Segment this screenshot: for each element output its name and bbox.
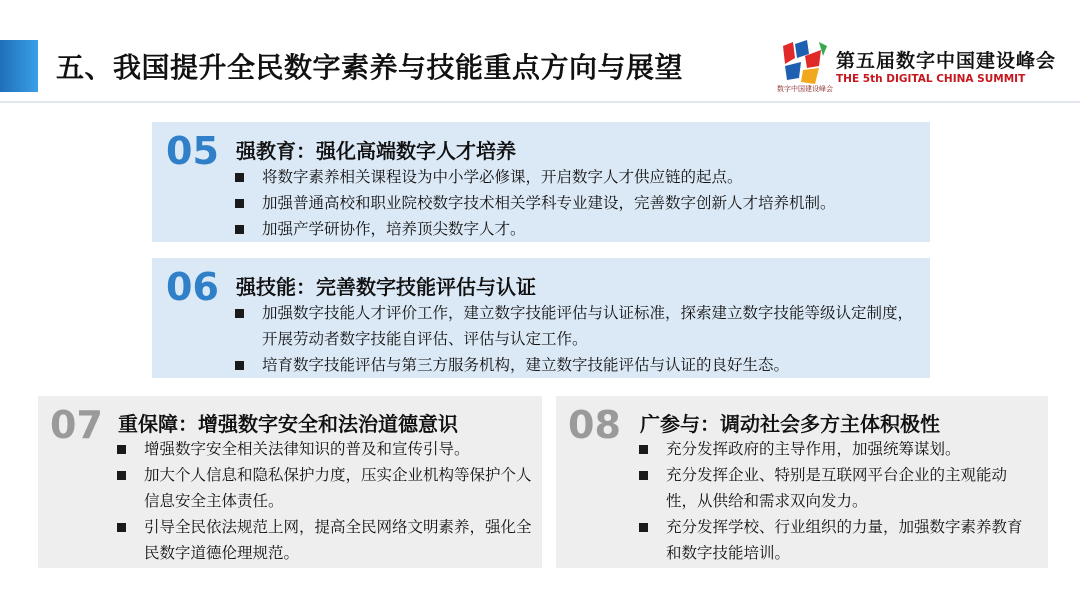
card-title: 强技能：完善数字技能评估与认证 (236, 275, 536, 299)
summit-name-en: THE 5th DIGITAL CHINA SUMMIT (836, 73, 1026, 85)
card-number: 06 (166, 265, 219, 309)
card-05-education (152, 122, 930, 242)
card-title: 重保障：增强数字安全和法治道德意识 (118, 412, 458, 436)
card-number: 08 (568, 403, 621, 447)
bullet-item: 将数字素养相关课程设为中小学必修课，开启数字人才供应链的起点。 (232, 164, 922, 190)
bullet-list (232, 300, 922, 378)
bullet-item: 充分发挥政府的主导作用，加强统筹谋划。 (636, 436, 1036, 462)
bullet-item: 加强数字技能人才评价工作，建立数字技能评估与认证标准，探索建立数字技能等级认定制度，开展劳动者数字技能自评估、评估与认定工作。 (232, 300, 922, 352)
card-06-skills (152, 258, 930, 378)
bullet-item: 引导全民依法规范上网，提高全民网络文明素养，强化全民数字道德伦理规范。 (114, 514, 534, 566)
bullet-item: 加强普通高校和职业院校数字技术相关学科专业建设，完善数字创新人才培养机制。 (232, 190, 922, 216)
header-divider (0, 101, 1080, 103)
bullet-item: 加强产学研协作，培养顶尖数字人才。 (232, 216, 922, 242)
card-title: 强教育：强化高端数字人才培养 (236, 139, 516, 163)
digital-china-logo-icon (775, 38, 831, 90)
bullet-list (114, 436, 534, 566)
bullet-item: 充分发挥学校、行业组织的力量，加强数字素养教育和数字技能培训。 (636, 514, 1036, 566)
bullet-list (636, 436, 1036, 566)
bullet-item: 充分发挥企业、特别是互联网平台企业的主观能动性，从供给和需求双向发力。 (636, 462, 1036, 514)
card-07-safeguard (38, 396, 542, 568)
bullet-list (232, 164, 922, 242)
bullet-item: 加大个人信息和隐私保护力度，压实企业机构等保护个人信息安全主体责任。 (114, 462, 534, 514)
card-title: 广参与：调动社会多方主体积极性 (640, 412, 940, 436)
summit-name-cn: 第五届数字中国建设峰会 (836, 50, 1057, 72)
page-title: 五、我国提升全民数字素养与技能重点方向与展望 (56, 51, 684, 84)
bullet-item: 增强数字安全相关法律知识的普及和宣传引导。 (114, 436, 534, 462)
card-number: 07 (50, 403, 103, 447)
card-08-participation (556, 396, 1048, 568)
header-accent-bar (0, 40, 38, 92)
logo-small-text: 数字中国建设峰会 (777, 85, 833, 93)
card-number: 05 (166, 129, 219, 173)
bullet-item: 培育数字技能评估与第三方服务机构，建立数字技能评估与认证的良好生态。 (232, 352, 922, 378)
